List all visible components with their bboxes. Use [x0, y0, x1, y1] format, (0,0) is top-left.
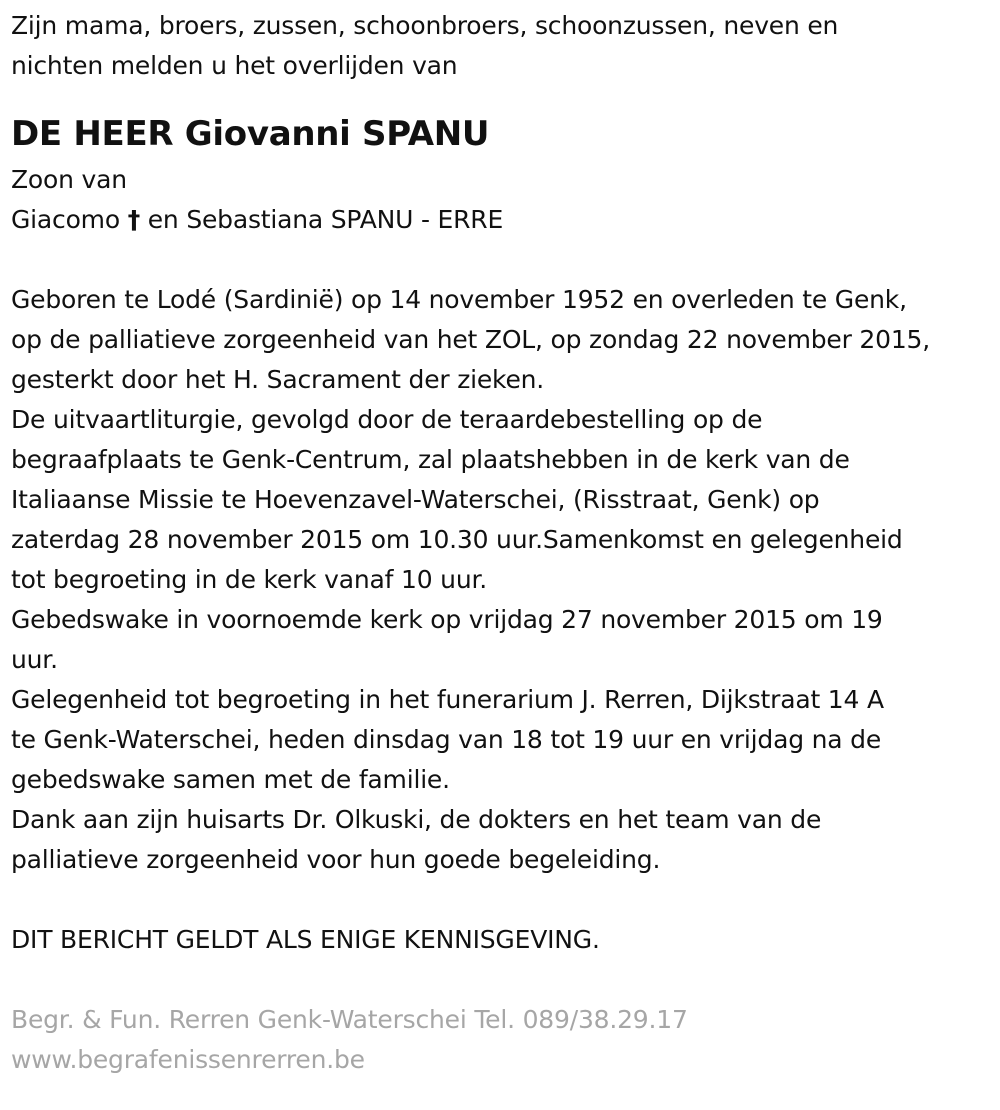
footer-website: www.begrafenissenrerren.be [11, 1045, 365, 1074]
body-line: te Genk-Waterschei, heden dinsdag van 18 tot 19 uur en vrijdag na de [11, 725, 881, 754]
body-line: palliatieve zorgeenheid voor hun goede begeleiding. [11, 845, 661, 874]
body-line: Geboren te Lodé (Sardinië) op 14 november 1952 en overleden te Genk, [11, 285, 907, 314]
body-line: Dank aan zijn huisarts Dr. Olkuski, de dokters en het team van de [11, 805, 822, 834]
cross-icon: † [127, 205, 140, 234]
body-line: zaterdag 28 november 2015 om 10.30 uur.Samenkomst en gelegenheid [11, 525, 903, 554]
notice-statement: DIT BERICHT GELDT ALS ENIGE KENNISGEVING. [11, 925, 600, 954]
spacer [11, 960, 988, 1000]
son-of-label: Zoon van [11, 165, 127, 194]
deceased-name: DE HEER Giovanni SPANU [11, 114, 490, 154]
spacer [11, 240, 988, 280]
body-line: uur. [11, 645, 58, 674]
body-line: Gebedswake in voornoemde kerk op vrijdag 27 november 2015 om 19 [11, 605, 883, 634]
body-line: op de palliatieve zorgeenheid van het ZOL, op zondag 22 november 2015, [11, 325, 930, 354]
intro-line-2: nichten melden u het overlijden van [11, 51, 458, 80]
body-line: tot begroeting in de kerk vanaf 10 uur. [11, 565, 487, 594]
mother-name: en Sebastiana SPANU - ERRE [147, 205, 504, 234]
spacer [11, 880, 988, 920]
body-line: Gelegenheid tot begroeting in het funerarium J. Rerren, Dijkstraat 14 A [11, 685, 884, 714]
notice-body [11, 280, 988, 880]
body-line: Italiaanse Missie te Hoevenzavel-Waterschei, (Risstraat, Genk) op [11, 485, 820, 514]
parents-line [11, 200, 988, 240]
intro-line-1: Zijn mama, broers, zussen, schoonbroers, schoonzussen, neven en [11, 11, 839, 40]
footer-company: Begr. & Fun. Rerren Genk-Waterschei Tel. 089/38.29.17 [11, 1005, 688, 1034]
body-line: De uitvaartliturgie, gevolgd door de teraardebestelling op de [11, 405, 763, 434]
body-line: gesterkt door het H. Sacrament der zieken. [11, 365, 545, 394]
father-name: Giacomo [11, 205, 120, 234]
body-line: gebedswake samen met de familie. [11, 765, 450, 794]
body-line: begraafplaats te Genk-Centrum, zal plaatshebben in de kerk van de [11, 445, 850, 474]
spacer [11, 86, 988, 108]
